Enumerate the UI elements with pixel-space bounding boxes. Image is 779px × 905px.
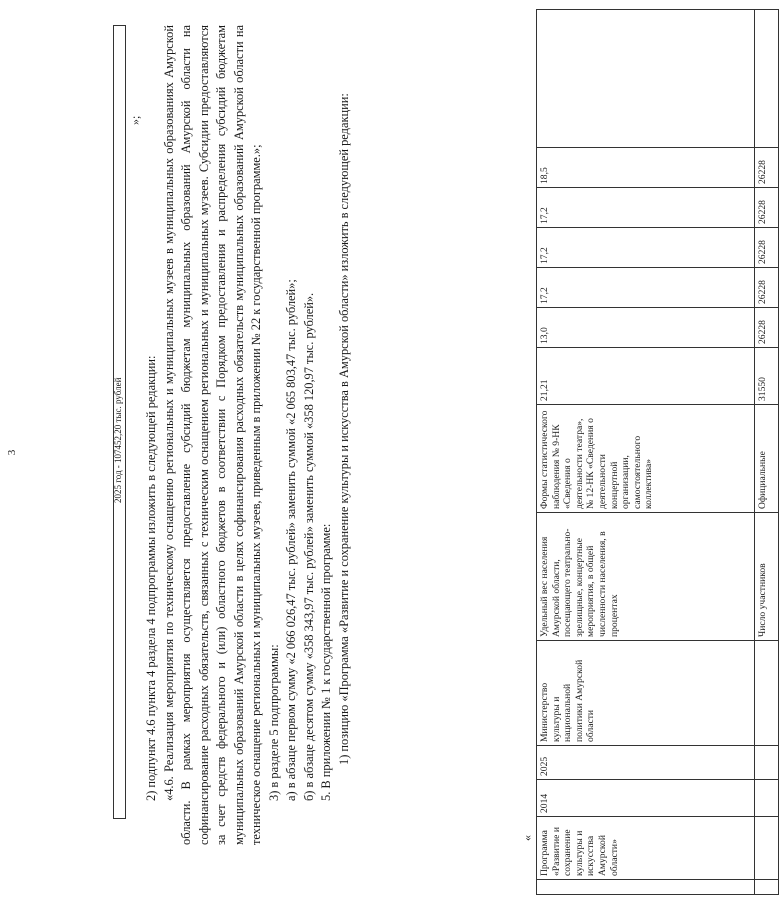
document-body xyxy=(143,25,353,845)
paragraph-2: «4.6. Реализация мероприятия по техническому оснащению региональных и муниципальных музеев в муниципальных образованиях Амурской области. В рамках мероприятия осуществляется предоставление субсидий бюджетам муниципальных образований Амурской области на софинансирование расходных обязательств, связанных с техническим оснащением региональных и муниципальных музеев. Субсидии предоставляются за счет средств федерального и (или) областного бюджетов в соответствии с Порядком предоставления и распределения субсидий бюджетам муниципальных образований Амурской области в целях софинансирования расходных обязательств муниципальных образований Амурской области на техническое оснащение региональных и муниципальных музеев, приведенным в приложении № 22 к государственной программе.»; xyxy=(161,25,263,845)
year-start-cell: 2014 xyxy=(537,780,755,817)
value-cell: 18,5 xyxy=(537,148,755,188)
indicator-cell: Удельный вес населения Амурской области, посещающего театрально-зрелищные, концертные мероприятия, в общей численности населения, в процентах xyxy=(537,513,755,641)
value-cell: 26228 xyxy=(755,268,779,308)
table-cell xyxy=(755,641,779,746)
table-cell xyxy=(755,880,779,895)
value-cell: 31550 xyxy=(755,348,779,405)
opening-quote: « xyxy=(520,835,534,841)
value-cell: 26228 xyxy=(755,228,779,268)
table-cell xyxy=(755,817,779,880)
value-cell: 17,2 xyxy=(537,268,755,308)
table-cell xyxy=(755,10,779,148)
program-name-cell: Программа «Развитие и сохранение культуры и искусства Амурской области» xyxy=(537,817,755,880)
value-cell: 17,2 xyxy=(537,188,755,228)
value-cell: 26228 xyxy=(755,308,779,348)
value-cell: 26228 xyxy=(755,188,779,228)
previous-table-row xyxy=(113,25,126,819)
value-cell: 13,0 xyxy=(537,308,755,348)
table-row xyxy=(755,10,779,895)
table-cell xyxy=(755,746,779,780)
value-cell: 17,2 xyxy=(537,228,755,268)
paragraph-7: 1) позицию «Программа «Развитие и сохранение культуры и искусства в Амурской области» изложить в следующей редакции: xyxy=(336,93,351,765)
table-cell xyxy=(537,880,755,895)
paragraph-5: б) в абзаце десятом сумму «358 343,97 тыс. рублей» заменить суммой «358 120,97 тыс. рублей». xyxy=(301,292,316,801)
paragraph-1: 2) подпункт 4.6 пункта 4 раздела 4 подпрограммы изложить в следующей редакции: xyxy=(144,355,158,801)
paragraph-4: а) в абзаце первом сумму «2 066 026,47 тыс. рублей» заменить суммой «2 065 803,47 тыс. рублей»; xyxy=(284,279,298,801)
table-row xyxy=(537,10,755,895)
value-cell: 26228 xyxy=(755,148,779,188)
table-cell xyxy=(537,10,755,148)
year-end-cell: 2025 xyxy=(537,746,755,780)
source-cell: Официальные xyxy=(755,405,779,513)
table-cell xyxy=(755,780,779,817)
value-cell: 21,21 xyxy=(537,348,755,405)
page-number: 3 xyxy=(6,449,18,456)
paragraph-6: 5. В приложении № 1 к государственной программе: xyxy=(319,523,333,801)
source-cell: Формы статистического наблюдения № 9-НК «Сведения о деятельности театра», № 12-НК «Сведения о деятельности концертной организации, самостоятельного коллектива» xyxy=(537,405,755,513)
indicator-cell: Число участников xyxy=(755,513,779,641)
responsible-cell: Министерство культуры и национальной политики Амурской области xyxy=(537,641,755,746)
paragraph-3: 3) в разделе 5 подпрограммы: xyxy=(266,644,281,801)
program-table xyxy=(536,9,779,895)
header-box-text: 2025 год - 107452,20 тыс. рублей xyxy=(113,377,123,503)
closing-quote: »; xyxy=(128,115,142,125)
